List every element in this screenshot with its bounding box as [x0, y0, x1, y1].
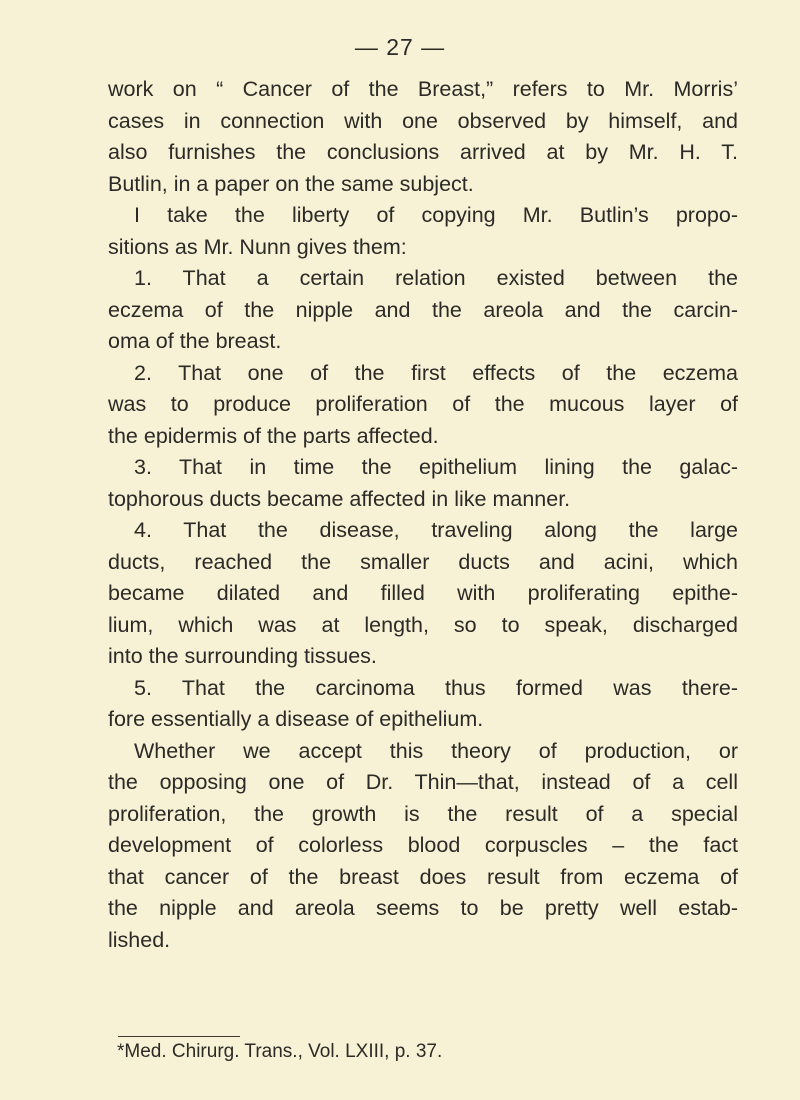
text-line: became dilated and filled with proliferating epithe-	[108, 581, 738, 605]
text-line: sitions as Mr. Nunn gives them:	[108, 234, 407, 259]
text-line: tophorous ducts became affected in like manner.	[108, 486, 571, 511]
text-line: Butlin, in a paper on the same subject.	[108, 171, 474, 196]
text-line: fore essentially a disease of epithelium.	[108, 707, 484, 731]
text-line: lished.	[108, 927, 171, 952]
text-line: development of colorless blood corpuscles – the fact	[108, 833, 738, 857]
text-line: 4. That the disease, traveling along the large	[134, 518, 738, 542]
text-line: into the surrounding tissues.	[108, 644, 377, 668]
text-line: the nipple and areola seems to be pretty well estab-	[108, 896, 738, 920]
text-line: ducts, reached the smaller ducts and acini, which	[108, 549, 738, 574]
text-line: the opposing one of Dr. Thin—that, instead of a cell	[108, 770, 738, 794]
text-line: 5. That the carcinoma thus formed was there-	[134, 675, 738, 700]
page-number: — 27 —	[354, 34, 446, 60]
text-line: proliferation, the growth is the result of a special	[108, 801, 738, 826]
text-line: oma of the breast.	[108, 329, 282, 353]
footnote: *Med. Chirurg. Trans., Vol. LXIII, p. 37.	[117, 1041, 443, 1062]
text-line: 2. That one of the first effects of the eczema	[134, 360, 738, 385]
text-line: work on “ Cancer of the Breast,” refers to Mr. Morris’	[108, 77, 738, 101]
text-line: I take the liberty of copying Mr. Butlin’s propo-	[134, 203, 738, 227]
text-line: lium, which was at length, so to speak, discharged	[108, 612, 738, 637]
body-text	[108, 74, 738, 956]
text-line: 3. That in time the epithelium lining the galac-	[134, 455, 738, 479]
text-line: 1. That a certain relation existed between the	[134, 266, 738, 290]
text-line: eczema of the nipple and the areola and the carcin-	[108, 297, 738, 322]
text-line: cases in connection with one observed by himself, and	[108, 108, 738, 133]
text-line: was to produce proliferation of the mucous layer of	[108, 392, 738, 416]
text-line: the epidermis of the parts affected.	[108, 423, 439, 448]
text-line: that cancer of the breast does result from eczema of	[108, 864, 738, 889]
text-line: Whether we accept this theory of production, or	[134, 738, 738, 763]
footnote-rule	[118, 1036, 240, 1037]
text-line: also furnishes the conclusions arrived at by Mr. H. T.	[108, 140, 738, 164]
